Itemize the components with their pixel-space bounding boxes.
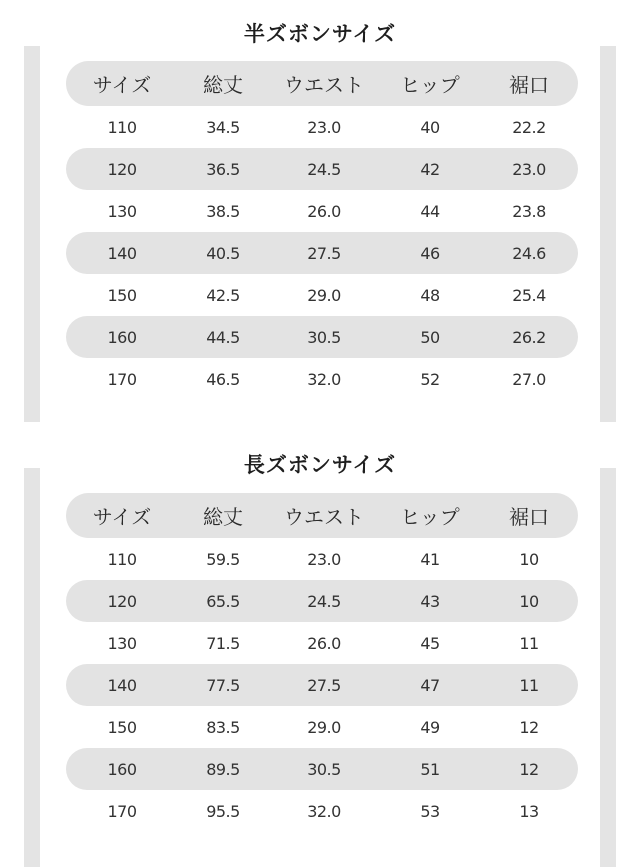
cell-total-length: 36.5 bbox=[178, 148, 268, 190]
cell-waist: 30.5 bbox=[268, 748, 380, 790]
cell-hem: 10 bbox=[480, 580, 578, 622]
cell-hem: 12 bbox=[519, 717, 539, 737]
cell-waist: 23.0 bbox=[307, 549, 341, 569]
cell-size: 160 bbox=[66, 748, 178, 790]
cell-total-length: 38.5 bbox=[206, 201, 240, 221]
header-size: サイズ bbox=[66, 493, 178, 538]
long-pants-title: 長ズボンサイズ bbox=[243, 453, 397, 477]
cell-hip: 42 bbox=[380, 148, 480, 190]
cell-total-length: 34.5 bbox=[206, 117, 240, 137]
cell-size: 160 bbox=[66, 316, 178, 358]
header-row bbox=[66, 493, 578, 538]
cell-total-length: 95.5 bbox=[206, 801, 240, 821]
table-row bbox=[66, 358, 578, 400]
cell-hip: 51 bbox=[380, 748, 480, 790]
cell-hem: 11 bbox=[480, 664, 578, 706]
cell-hem: 27.0 bbox=[512, 369, 546, 389]
cell-waist: 32.0 bbox=[307, 801, 341, 821]
cell-total-length: 71.5 bbox=[206, 633, 240, 653]
cell-hip: 53 bbox=[420, 801, 440, 821]
cell-waist: 27.5 bbox=[268, 232, 380, 274]
cell-waist: 29.0 bbox=[307, 285, 341, 305]
cell-hem: 12 bbox=[480, 748, 578, 790]
cell-hip: 52 bbox=[420, 369, 440, 389]
cell-hip: 47 bbox=[380, 664, 480, 706]
short-pants-title: 半ズボンサイズ bbox=[243, 22, 397, 46]
cell-hem: 26.2 bbox=[480, 316, 578, 358]
cell-hip: 49 bbox=[420, 717, 440, 737]
header-hip: ヒップ bbox=[380, 61, 480, 106]
cell-waist: 32.0 bbox=[307, 369, 341, 389]
table-row bbox=[66, 706, 578, 748]
cell-hip: 48 bbox=[420, 285, 440, 305]
cell-size: 150 bbox=[107, 285, 137, 305]
cell-hem: 23.8 bbox=[512, 201, 546, 221]
header-hem: 裾口 bbox=[480, 61, 578, 106]
header-total-length: 総丈 bbox=[178, 61, 268, 106]
cell-waist: 24.5 bbox=[268, 148, 380, 190]
cell-hem: 23.0 bbox=[480, 148, 578, 190]
cell-hem: 10 bbox=[519, 549, 539, 569]
header-size: サイズ bbox=[66, 61, 178, 106]
cell-total-length: 65.5 bbox=[178, 580, 268, 622]
long-pants-section bbox=[0, 440, 640, 867]
cell-total-length: 46.5 bbox=[206, 369, 240, 389]
cell-size: 120 bbox=[66, 580, 178, 622]
short-pants-section bbox=[0, 0, 640, 430]
table-row bbox=[66, 790, 578, 832]
cell-waist: 26.0 bbox=[307, 201, 341, 221]
cell-size: 170 bbox=[107, 801, 137, 821]
cell-waist: 27.5 bbox=[268, 664, 380, 706]
short-pants-size-table bbox=[66, 61, 578, 400]
cell-hip: 50 bbox=[380, 316, 480, 358]
table-row bbox=[66, 664, 578, 706]
left-side-bar bbox=[24, 46, 40, 422]
cell-size: 140 bbox=[66, 664, 178, 706]
table-row bbox=[66, 190, 578, 232]
long-pants-size-table bbox=[66, 493, 578, 832]
cell-size: 130 bbox=[107, 633, 137, 653]
cell-total-length: 40.5 bbox=[178, 232, 268, 274]
cell-total-length: 83.5 bbox=[206, 717, 240, 737]
cell-hem: 22.2 bbox=[512, 117, 546, 137]
table-row bbox=[66, 580, 578, 622]
cell-total-length: 89.5 bbox=[178, 748, 268, 790]
cell-size: 140 bbox=[66, 232, 178, 274]
cell-total-length: 77.5 bbox=[178, 664, 268, 706]
cell-hip: 44 bbox=[420, 201, 440, 221]
table-row bbox=[66, 106, 578, 148]
cell-size: 130 bbox=[107, 201, 137, 221]
cell-hip: 40 bbox=[420, 117, 440, 137]
header-waist: ウエスト bbox=[268, 493, 380, 538]
cell-waist: 30.5 bbox=[268, 316, 380, 358]
cell-total-length: 44.5 bbox=[178, 316, 268, 358]
right-side-bar bbox=[600, 46, 616, 422]
cell-waist: 26.0 bbox=[307, 633, 341, 653]
cell-hem: 25.4 bbox=[512, 285, 546, 305]
table-row bbox=[66, 274, 578, 316]
cell-hip: 43 bbox=[380, 580, 480, 622]
header-waist: ウエスト bbox=[268, 61, 380, 106]
table-row bbox=[66, 232, 578, 274]
cell-hem: 24.6 bbox=[480, 232, 578, 274]
cell-size: 110 bbox=[107, 549, 137, 569]
table-row bbox=[66, 622, 578, 664]
cell-total-length: 42.5 bbox=[206, 285, 240, 305]
cell-size: 110 bbox=[107, 117, 137, 137]
cell-hip: 46 bbox=[380, 232, 480, 274]
cell-waist: 23.0 bbox=[307, 117, 341, 137]
header-row bbox=[66, 61, 578, 106]
cell-waist: 29.0 bbox=[307, 717, 341, 737]
cell-size: 170 bbox=[107, 369, 137, 389]
header-hip: ヒップ bbox=[380, 493, 480, 538]
header-total-length: 総丈 bbox=[178, 493, 268, 538]
left-side-bar bbox=[24, 468, 40, 867]
cell-size: 150 bbox=[107, 717, 137, 737]
cell-hem: 11 bbox=[519, 633, 539, 653]
table-row bbox=[66, 748, 578, 790]
table-row bbox=[66, 538, 578, 580]
cell-hem: 13 bbox=[519, 801, 539, 821]
cell-hip: 41 bbox=[420, 549, 440, 569]
cell-size: 120 bbox=[66, 148, 178, 190]
cell-hip: 45 bbox=[420, 633, 440, 653]
cell-waist: 24.5 bbox=[268, 580, 380, 622]
header-hem: 裾口 bbox=[480, 493, 578, 538]
table-row bbox=[66, 316, 578, 358]
table-row bbox=[66, 148, 578, 190]
right-side-bar bbox=[600, 468, 616, 867]
cell-total-length: 59.5 bbox=[206, 549, 240, 569]
